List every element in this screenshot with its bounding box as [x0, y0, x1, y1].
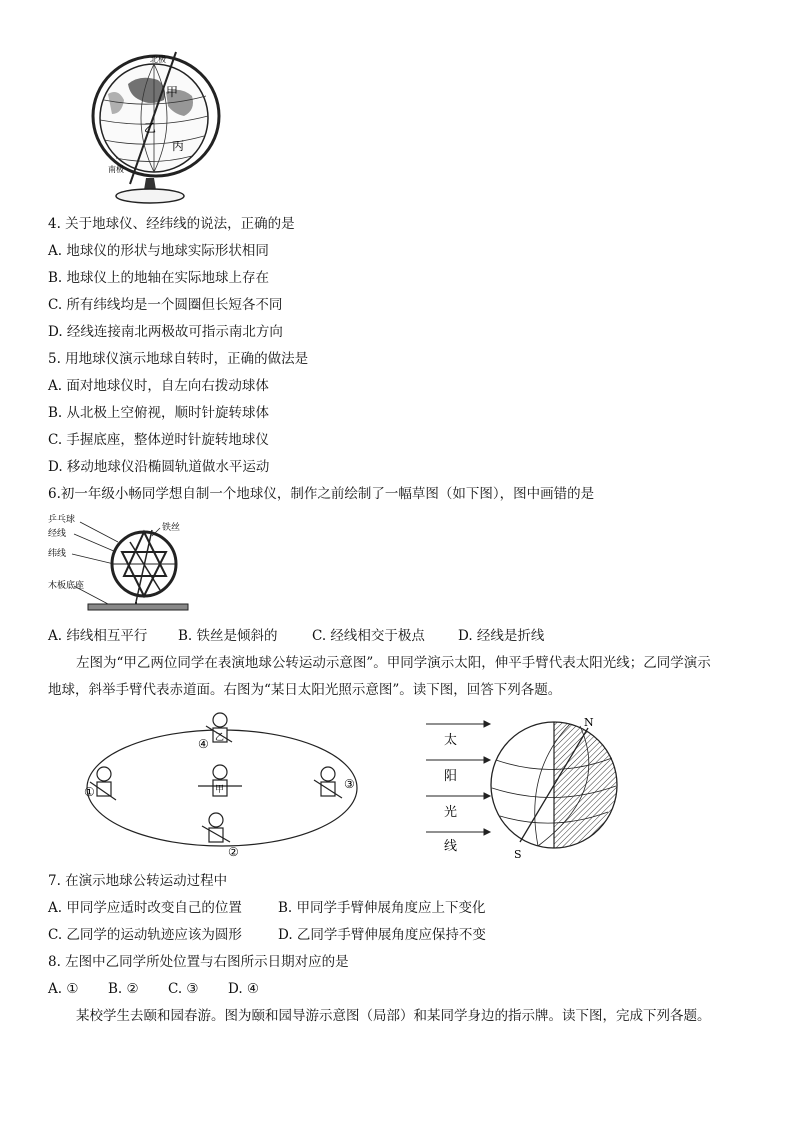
q5-option-c[interactable]: C. 手握底座，整体逆时针旋转地球仪 [48, 432, 269, 448]
globe-yi-label: 乙 [144, 121, 157, 135]
orbit-figure [82, 706, 372, 866]
intro1-line2: 地球，斜举手臂代表赤道面。右图为“某日太阳光照示意图”。读下图，回答下列各题。 [48, 682, 562, 698]
label-pingpong: 乒乓球 [48, 515, 76, 525]
q4-option-d[interactable]: D. 经线连接南北两极故可指示南北方向 [48, 324, 283, 340]
q7-option-d[interactable]: D. 乙同学手臂伸展角度应保持不变 [278, 927, 486, 943]
q8-option-a[interactable]: A. ① [48, 981, 79, 997]
q5-stem: 5. 用地球仪演示地球自转时，正确的做法是 [48, 351, 309, 367]
diy-globe-sketch [48, 510, 198, 615]
q6-options [48, 627, 544, 645]
sun-word-4: 线 [444, 839, 458, 854]
globe-figure [88, 44, 238, 206]
q4-option-a[interactable]: A. 地球仪的形状与地球实际形状相同 [48, 243, 269, 259]
sun-word-2: 阳 [444, 769, 458, 784]
q6-option-b[interactable]: B. 铁丝是倾斜的 [178, 628, 278, 644]
orbit-pos-2: ② [228, 845, 239, 859]
q6-option-a[interactable]: A. 纬线相互平行 [48, 628, 148, 644]
globe-bing-label: 丙 [172, 139, 185, 153]
sun-word-1: 太 [444, 733, 458, 748]
q6-option-c[interactable]: C. 经线相交于极点 [312, 628, 425, 644]
globe-north-label: 北极 [150, 55, 166, 64]
intro2-text: 某校学生去颐和园春游。图为颐和园导游示意图（局部）和某同学身边的指示牌。读下图，完成下列各题。 [76, 1008, 711, 1024]
q8-options [48, 980, 259, 998]
label-wire: 铁丝 [162, 523, 181, 533]
q5-option-a[interactable]: A. 面对地球仪时，自左向右拨动球体 [48, 378, 269, 394]
label-base: 木板底座 [48, 581, 85, 591]
globe-jia-label: 甲 [166, 85, 179, 99]
orbit-pos-4: ④ [198, 737, 209, 751]
q7-option-c[interactable]: C. 乙同学的运动轨迹应该为圆形 [48, 927, 242, 943]
intro1-line1: 左图为“甲乙两位同学在表演地球公转运动示意图”。甲同学演示太阳，伸平手臂代表太阳光线；乙同学演示 [76, 655, 711, 671]
sun-south-label: S [514, 848, 522, 861]
q4-option-b[interactable]: B. 地球仪上的地轴在实际地球上存在 [48, 270, 270, 286]
q8-option-b[interactable]: B. ② [108, 981, 139, 997]
q4-option-c[interactable]: C. 所有纬线均是一个圆圈但长短各不同 [48, 297, 283, 313]
sun-word-3: 光 [444, 805, 458, 820]
sunlight-figure [420, 712, 620, 862]
label-parallel: 纬线 [48, 549, 67, 559]
q7-options-row2 [48, 926, 486, 944]
q8-option-c[interactable]: C. ③ [168, 981, 199, 997]
q8-option-d[interactable]: D. ④ [228, 981, 260, 997]
q6-option-d[interactable]: D. 经线是折线 [458, 628, 545, 644]
globe-south-label: 南极 [108, 165, 124, 174]
q7-option-b[interactable]: B. 甲同学手臂伸展角度应上下变化 [278, 900, 486, 916]
q6-stem: 6.初一年级小畅同学想自制一个地球仪，制作之前绘制了一幅草图（如下图），图中画错的是 [48, 486, 595, 502]
q8-stem: 8. 左图中乙同学所处位置与右图所示日期对应的是 [48, 954, 349, 970]
q7-stem: 7. 在演示地球公转运动过程中 [48, 873, 228, 889]
orbit-center-label: 甲 [215, 785, 225, 795]
orbit-pos-3: ③ [344, 777, 355, 791]
q5-option-b[interactable]: B. 从北极上空俯视，顺时针旋转球体 [48, 405, 270, 421]
q7-option-a[interactable]: A. 甲同学应适时改变自己的位置 [48, 900, 242, 916]
sun-north-label: N [584, 716, 594, 729]
label-meridian: 经线 [48, 529, 67, 539]
q5-option-d[interactable]: D. 移动地球仪沿椭圆轨道做水平运动 [48, 459, 270, 475]
q7-options-row1 [48, 899, 486, 917]
orbit-pos-1: ① [84, 785, 95, 799]
orbit-earth-label: 乙 [215, 733, 225, 743]
q4-stem: 4. 关于地球仪、经纬线的说法，正确的是 [48, 216, 295, 232]
